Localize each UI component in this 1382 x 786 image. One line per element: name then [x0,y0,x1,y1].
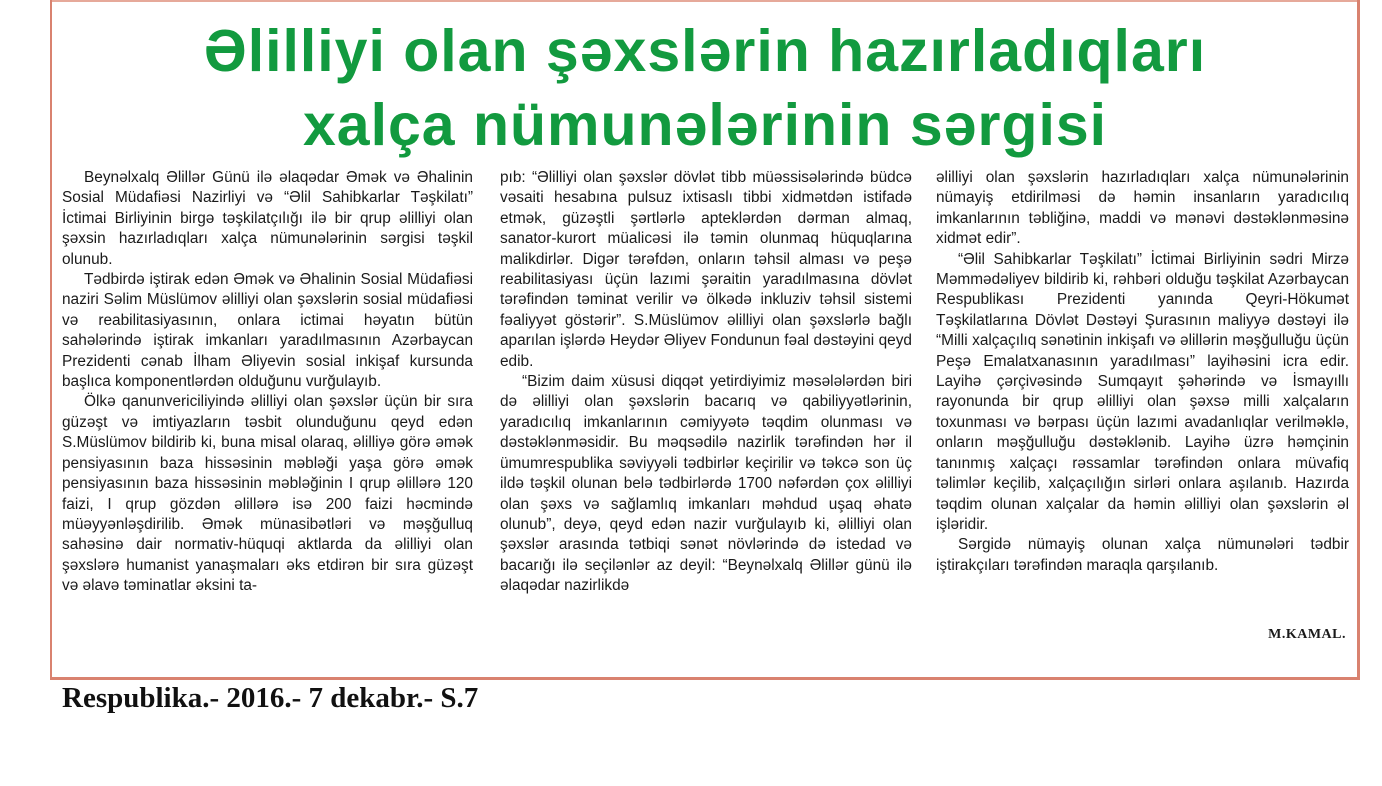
paragraph: “Bizim daim xüsusi diqqət yetirdiyimiz məsələlərdən biri də əlilliyi olan şəxslərin bacarıq və qabiliyyətlərinin, yaradıcılıq imkanlarının cəmiyyətə təqdim olunması və dəstəklənməsidir. Bu məqsədilə nazirlik tərəfindən hər il ümumrespublika səviyyəli tədbirlər keçirilir və təkcə son üç ildə təşkil olunan belə tədbirlərdə 1700 nəfərdən çox əlilliyi olan şəxs və sağlamlıq imkanları məhdud uşaq əhatə olunub”, deyə, qeyd edən nazir vurğulayıb ki, əlilliyi olan şəxslər arasında tətbiqi sənət növlərində də istedad və bacarığı ilə seçilənlər az deyil: “Beynəlxalq Əlillər günü ilə əlaqədar nazirlikdə [500,373,912,595]
paragraph: əlilliyi olan şəxslərin hazırladıqları xalça nümunələrinin nümayiş etdirilməsi də həmin insanların yaradıcılıq imkanlarının təbliğinə, maddi və mənəvi dəstəklənməsinə xidmət edir”. [936,169,1349,248]
article-column-3 [936,168,1349,576]
paragraph: pıb: “Əlilliyi olan şəxslər dövlət tibb müəssisələrində büdcə vəsaiti hesabına pulsuz ixtisaslı tibbi xidmətdən istifadə etmək, güzəştli şərtlərlə apteklərdən dərman almaq, sanator-kurort müalicəsi ilə təmin olunmaq hüquqlarına malikdirlər. Digər tərəfdən, onların təhsil alması və peşə reabilitasiyası üçün lazımi şəraitin yaradılmasına dövlət tərəfindən təminat verilir və ölkədə inkluziv təhsil sistemi fəaliyyət göstərir”. S.Müslümov əlilliyi olan şəxslərlə bağlı aparılan işlərdə Heydər Əliyev Fondunun fəal dəstəyini qeyd edib. [500,169,912,370]
paragraph: Tədbirdə iştirak edən Əmək və Əhalinin Sosial Müdafiəsi naziri Səlim Müslümov əlilliyi olan şəxslərin sosial müdafiəsi və reabilitasiyasının, onlara ictimai həyatın bütün sahələrində iştirak imkanları yaradılmasının Azərbaycan Prezidenti cənab İlham Əliyevin sosial inkişaf kursunda başlıca komponentlərdən olduğunu vurğulayıb. [62,271,473,391]
article-headline [52,14,1358,162]
source-citation: Respublika.- 2016.- 7 dekabr.- S.7 [62,682,479,714]
article-author: M.KAMAL. [1268,627,1346,642]
paragraph: Sərgidə nümayiş olunan xalça nümunələri tədbir iştirakçıları tərəfindən maraqla qarşılanıb. [936,536,1349,574]
headline-line-1: Əlilliyi olan şəxslərin hazırladıqları [203,18,1207,84]
paragraph: Ölkə qanunvericiliyində əlilliyi olan şəxslər üçün bir sıra güzəşt və imtiyazların təsbit olunduğunu qeyd edən S.Müslümov bildirib ki, buna misal olaraq, əlilliyə görə əmək pensiyasının baza hissəsinin məbləği yaşa görə əmək pensiyasının baza hissəsinin məbləğinin I qrup əlillərə 120 faizi, I qrup gözdən əlillərə isə 200 faizi həcmində müəyyənləşdirilib. Əmək münasibətləri və məşğulluq sahəsinə dair normativ-hüquqi aktlarda da əlilliyi olan şəxslərə humanist yanaşmaları əks etdirən bir sıra güzəşt və əlavə təminatlar əksini ta- [62,393,473,595]
article-column-2 [500,168,912,597]
headline-line-2: xalça nümunələrinin sərgisi [302,92,1108,158]
paragraph: Beynəlxalq Əlillər Günü ilə əlaqədar Əmək və Əhalinin Sosial Müdafiəsi Nazirliyi və “Əlil Sahibkarlar Təşkilatı” İctimai Birliyinin birgə təşkilatçılığı ilə bir qrup əlilliyi olan şəxsin hazırladıqları xalça nümunələrinin sərgisi təşkil olunub. [62,169,473,268]
paragraph: “Əlil Sahibkarlar Təşkilatı” İctimai Birliyinin sədri Mirzə Məmmədəliyev bildirib ki, rəhbəri olduğu təşkilat Azərbaycan Respublikası Prezidenti yanında Qeyri-Hökumət Təşkilatlarına Dövlət Dəstəyi Şurasının maliyyə dəstəyi ilə “Milli xalçaçılıq sənətinin inkişafı və əlillərin məşğulluğu üçün Peşə Emalatxanasının yaradılması” layihəsini icra edir. Layihə çərçivəsində Sumqayıt şəhərində və İsmayıllı rayonunda bir qrup əlilliyi olan şəxsə milli xalçaların toxunması və bərpası üçün lazımi avadanlıqlar verilməklə, onların məşğulluğu dəstəklənib. Layihə üzrə həmçinin tanınmış xalçaçı rəssamlar tərəfindən onlara müvafiq təlimlər keçilib, xalçaçılığın sirləri onlara aşılanıb. Hazırda təqdim olunan xalçalar da həmin əlilliyi olan şəxslərin əl işləridir. [936,250,1349,533]
article-column-1 [62,168,473,597]
